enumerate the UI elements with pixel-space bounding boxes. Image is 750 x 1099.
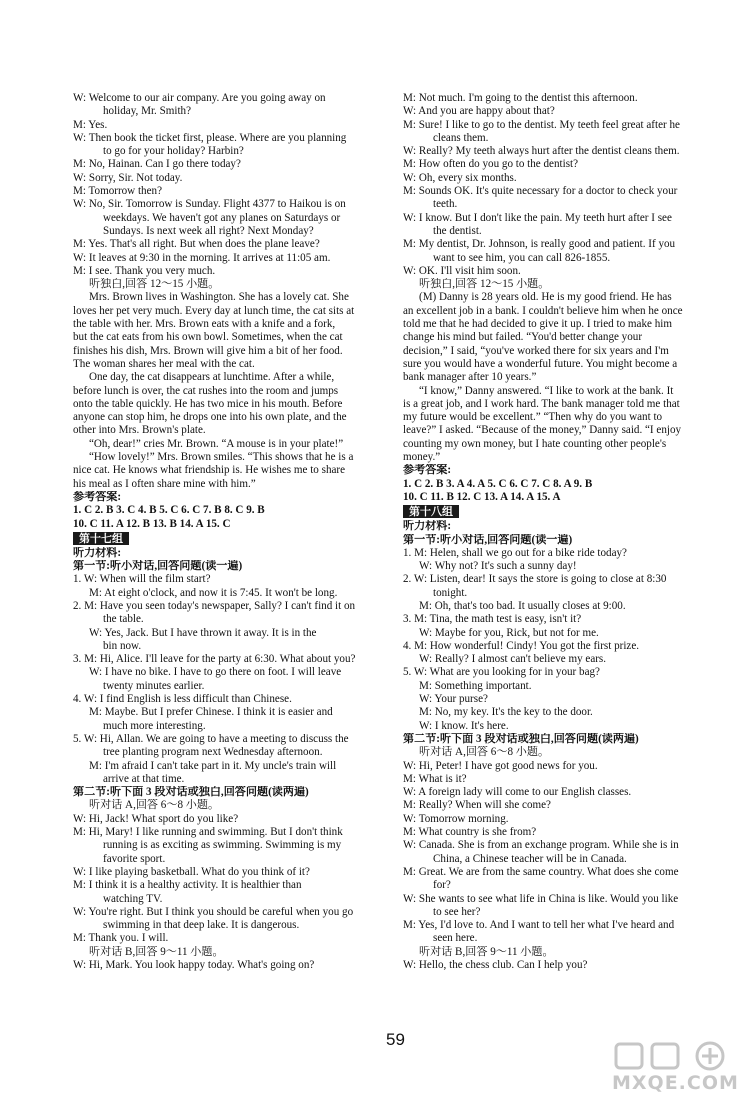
text-line: watching TV. (103, 892, 163, 905)
text-line: M: Oh, that's too bad. It usually closes at 9:00. (419, 599, 626, 612)
text-line: 2. M: Have you seen today's newspaper, Sally? I can't find it on (73, 599, 356, 612)
text-line: M: Thank you. I will. (73, 932, 169, 945)
text-line: One day, the cat disappears at lunchtime. After a while, (89, 371, 335, 384)
section-heading: 1. C 2. B 3. C 4. B 5. C 6. C 7. B 8. C 9. B (73, 504, 265, 517)
text-line: the table with her. Mrs. Brown eats with a knife and a fork, (73, 318, 336, 331)
text-line: arrive at that time. (103, 772, 185, 785)
text-line: 1. W: When will the film start? (73, 573, 211, 586)
text-line: W: Oh, every six months. (403, 171, 517, 184)
text-line: M: Great. We are from the same country. What does she come (403, 865, 679, 878)
text-line: M: Something important. (419, 679, 532, 692)
text-line: seen here. (433, 932, 478, 945)
text-line: W: Your purse? (419, 693, 488, 706)
text-line: M: Sounds OK. It's quite necessary for a doctor to check your (403, 185, 678, 198)
section-heading: 第一节:听小对话,回答问题(读一遍) (403, 533, 573, 546)
text-line: “How lovely!” Mrs. Brown smiles. “This shows that he is a (89, 451, 354, 464)
section-heading: 听力材料: (73, 546, 122, 559)
text-line: 听对话 B,回答 9～11 小题。 (419, 945, 554, 958)
text-line: 听对话 A,回答 6～8 小题。 (89, 799, 220, 812)
text-line: M: No, my key. It's the key to the door. (419, 706, 593, 719)
text-line: M: What is it? (403, 772, 467, 785)
section-heading: 听力材料: (403, 520, 452, 533)
text-line: 2. W: Listen, dear! It says the store is going to close at 8:30 (403, 573, 667, 586)
text-line: W: Hi, Jack! What sport do you like? (73, 812, 239, 825)
text-line: money.” (403, 451, 441, 464)
text-line: M: No, Hainan. Can I go there today? (73, 158, 241, 171)
text-line: running is as exciting as swimming. Swimming is my (103, 839, 342, 852)
text-line: counting my own money, but I hate counting other people's (403, 437, 667, 450)
text-line: 1. M: Helen, shall we go out for a bike ride today? (403, 546, 627, 559)
text-line: an excellent job in a bank. I couldn't believe him when he once (403, 304, 683, 317)
text-line: Sundays. Is next week all right? Next Monday? (103, 224, 314, 237)
text-line: W: Why not? It's such a sunny day! (419, 560, 577, 573)
text-line: bank manager after 10 years.” (403, 371, 537, 384)
text-line: “I know,” Danny answered. “I like to work at the bank. It (419, 384, 674, 397)
text-line: before lunch is over, the cat rushes into the room and jumps (73, 384, 339, 397)
text-line: is a great job, and I work hard. The bank manager told me that (403, 397, 680, 410)
text-line: W: Yes, Jack. But I have thrown it away. It is in the (89, 626, 317, 639)
section-heading: 参考答案: (403, 464, 452, 477)
text-line: his meal as I often share mine with him.” (73, 477, 256, 490)
text-line: W: OK. I'll visit him soon. (403, 264, 521, 277)
text-line: W: I have no bike. I have to go there on foot. I will leave (89, 666, 342, 679)
text-line: W: You're right. But I think you should be careful when you go (73, 905, 354, 918)
text-line: want to see him, you can call 826-1855. (433, 251, 611, 264)
text-line: swimming in that deep lake. It is dangerous. (103, 919, 300, 932)
text-line: 听对话 A,回答 6～8 小题。 (419, 746, 550, 759)
text-line: 5. W: Hi, Allan. We are going to have a meeting to discuss the (73, 732, 349, 745)
section-banner (73, 531, 395, 547)
text-line: told me that he had decided to give it up. I tried to make him (403, 318, 672, 331)
text-line: W: No, Sir. Tomorrow is Sunday. Flight 4377 to Haikou is on (73, 198, 346, 211)
text-line: M: How often do you go to the dentist? (403, 158, 579, 171)
text-line: W: Hi, Mark. You look happy today. What's going on? (73, 959, 315, 971)
text-line: W: She wants to see what life in China is like. Would you like (403, 892, 679, 905)
text-line: M: Yes. (73, 118, 108, 131)
text-line: 5. W: What are you looking for in your bag? (403, 666, 600, 679)
text-line: 3. M: Tina, the math test is easy, isn't it? (403, 613, 582, 626)
text-line: holiday, Mr. Smith? (103, 105, 192, 118)
text-line: W: Then book the ticket first, please. Where are you planning (73, 131, 347, 144)
section-heading: 第二节:听下面 3 段对话或独白,回答问题(读两遍) (403, 732, 639, 745)
text-line: M: I see. Thank you very much. (73, 264, 216, 277)
section-heading: 第二节:听下面 3 段对话或独白,回答问题(读两遍) (73, 786, 309, 799)
text-line: to go for your holiday? Harbin? (103, 145, 244, 158)
text-line: teeth. (433, 198, 458, 211)
text-line: for? (433, 879, 451, 892)
text-line: “Oh, dear!” cries Mr. Brown. “A mouse is in your plate!” (89, 437, 344, 450)
text-line: W: Hi, Peter! I have got good news for you. (403, 759, 598, 772)
text-line: China, a Chinese teacher will be in Canada. (433, 852, 627, 865)
text-line: M: At eight o'clock, and now it is 7:45. It won't be long. (89, 586, 338, 599)
section-heading: 10. C 11. A 12. B 13. B 14. A 15. C (73, 517, 231, 530)
text-line: tree planting program next Wednesday afternoon. (103, 746, 323, 759)
section-banner (403, 504, 729, 520)
text-line: to see her? (433, 905, 481, 918)
watermark-text: MXQE.COM (612, 1072, 739, 1094)
text-line: favorite sport. (103, 852, 166, 865)
section-heading: 1. C 2. B 3. A 4. A 5. C 6. C 7. C 8. A 9. B (403, 477, 593, 490)
text-line: onto the table quickly. He has two mice in his mouth. Before (73, 397, 343, 410)
text-line: W: Maybe for you, Rick, but not for me. (419, 626, 599, 639)
text-line: the table. (103, 613, 144, 626)
text-line: W: Really? I almost can't believe my ears. (419, 653, 607, 666)
text-line: but the cat eats from his own bowl. Sometimes, when the cat (73, 331, 343, 344)
right-column (403, 92, 729, 972)
text-line: decision,” I said, “you've worked there for six years and I'm (403, 344, 669, 357)
text-line: W: Canada. She is from an exchange program. While she is in (403, 839, 679, 852)
watermark-emblem-icon (612, 1040, 742, 1074)
text-line: M: What country is she from? (403, 826, 537, 839)
section-heading: 10. C 11. B 12. C 13. A 14. A 15. A (403, 490, 561, 503)
text-line: tonight. (433, 586, 468, 599)
section-heading: 参考答案: (73, 490, 122, 503)
text-line: 4. W: I find English is less difficult than Chinese. (73, 693, 292, 706)
text-line: other into Mrs. Brown's plate. (73, 424, 206, 437)
text-line: The woman shares her meal with the cat. (73, 357, 255, 370)
text-line: leave?” I asked. “Because of the money,” Danny said. “I enjoy (403, 424, 682, 437)
text-line: 听独白,回答 12～15 小题。 (89, 278, 220, 291)
text-line: M: I'm afraid I can't take part in it. My uncle's train will (89, 759, 337, 772)
text-line: twenty minutes earlier. (103, 679, 205, 692)
text-line: M: Maybe. But I prefer Chinese. I think it is easier and (89, 706, 333, 719)
text-line: the dentist. (433, 224, 482, 237)
page-number: 59 (386, 1030, 405, 1049)
text-line: M: Yes, I'd love to. And I want to tell her what I've heard and (403, 919, 675, 932)
text-line: W: And you are happy about that? (403, 105, 555, 118)
text-line: W: Tomorrow morning. (403, 812, 509, 825)
text-line: my future would be excellent.” “Then why do you want to (403, 411, 663, 424)
text-line: Mrs. Brown lives in Washington. She has a lovely cat. She (89, 291, 349, 304)
text-line: sure you would have a wonderful future. You might become a (403, 357, 678, 370)
text-line: W: Sorry, Sir. Not today. (73, 171, 183, 184)
text-line: anyone can stop him, he drops one into his own plate, and the (73, 411, 347, 424)
text-line: 3. M: Hi, Alice. I'll leave for the party at 6:30. What about you? (73, 653, 356, 666)
section-heading: 第一节:听小对话,回答问题(读一遍) (73, 560, 243, 573)
text-line: M: Not much. I'm going to the dentist this afternoon. (403, 92, 638, 104)
text-line: W: Hello, the chess club. Can I help you? (403, 959, 588, 971)
text-line: W: I know. But I don't like the pain. My teeth hurt after I see (403, 211, 672, 224)
text-line: finishes his dish, Mrs. Brown will give him a bit of her food. (73, 344, 343, 357)
text-line: W: Really? My teeth always hurt after the dentist cleans them. (403, 145, 680, 158)
text-line: 4. M: How wonderful! Cindy! You got the first prize. (403, 639, 640, 652)
text-line: change his mind but failed. “You'd better change your (403, 331, 643, 344)
text-line: M: Yes. That's all right. But when does the plane leave? (73, 238, 320, 251)
text-line: M: I think it is a healthy activity. It is healthier than (73, 879, 302, 892)
text-line: M: Really? When will she come? (403, 799, 551, 812)
text-line: 听对话 B,回答 9～11 小题。 (89, 945, 224, 958)
text-line: W: It leaves at 9:30 in the morning. It arrives at 11:05 am. (73, 251, 331, 264)
text-line: loves her pet very much. Every day at lunch time, the cat sits at (73, 304, 355, 317)
text-line: M: Hi, Mary! I like running and swimming. But I don't think (73, 826, 343, 839)
text-line: M: Tomorrow then? (73, 185, 162, 198)
watermark-logo (612, 1040, 742, 1095)
text-line: cleans them. (433, 131, 489, 144)
text-line: much more interesting. (103, 719, 206, 732)
text-line: M: Sure! I like to go to the dentist. My teeth feel great after he (403, 118, 680, 131)
left-column (73, 92, 395, 972)
text-line: 听独白,回答 12～15 小题。 (419, 278, 550, 291)
section-banner-label: 第十七组 (73, 532, 129, 545)
text-line: M: My dentist, Dr. Johnson, is really good and patient. If you (403, 238, 676, 251)
section-banner-label: 第十八组 (403, 505, 459, 518)
text-line: W: I like playing basketball. What do you think of it? (73, 865, 310, 878)
text-line: W: I know. It's here. (419, 719, 509, 732)
text-line: weekdays. We haven't got any planes on Saturdays or (103, 211, 341, 224)
text-line: W: Welcome to our air company. Are you going away on (73, 92, 326, 104)
text-line: nice cat. He knows what friendship is. He wishes me to share (73, 464, 346, 477)
text-line: W: A foreign lady will come to our English classes. (403, 786, 632, 799)
text-line: bin now. (103, 639, 142, 652)
text-line: (M) Danny is 28 years old. He is my good friend. He has (419, 291, 672, 304)
